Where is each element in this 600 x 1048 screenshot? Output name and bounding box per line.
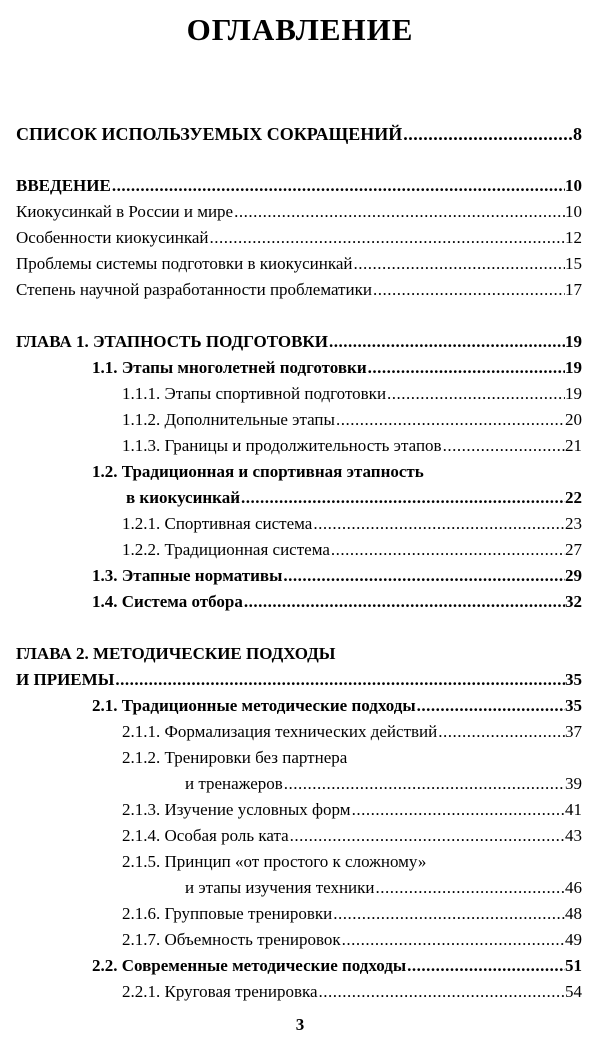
toc-entry-text: 2.2. Современные методические подходы: [92, 956, 407, 975]
toc-entry-text: ВВЕДЕНИЕ: [16, 176, 111, 195]
leader-dots: [442, 433, 565, 459]
toc-page-number: 20: [565, 410, 582, 429]
toc-entry-introduction: [16, 173, 582, 199]
toc-entry-text: 2.1.5. Принцип «от простого к сложному»: [122, 852, 427, 871]
toc-entry-text: Степень научной разработанности проблематики: [16, 280, 372, 299]
leader-dots: [437, 719, 565, 745]
toc-subsection: [16, 511, 582, 537]
toc-subsection: [16, 823, 582, 849]
toc-entry-text: 1.1.2. Дополнительные этапы: [122, 410, 335, 429]
leader-dots: [240, 485, 565, 511]
toc-entry-text: 1.2.2. Традиционная система: [122, 540, 330, 559]
toc-page-number: 54: [565, 982, 582, 1001]
toc-page-number: 10: [565, 176, 582, 195]
leader-dots: [209, 225, 566, 251]
toc-page-number: 32: [565, 592, 582, 611]
toc-entry-text-continuation: И ПРИЕМЫ: [16, 670, 115, 689]
toc-entry-text: СПИСОК ИСПОЛЬЗУЕМЫХ СОКРАЩЕНИЙ: [16, 124, 403, 144]
toc-subsection: [16, 407, 582, 433]
leader-dots: [341, 927, 565, 953]
toc-entry-text: 2.1.4. Особая роль ката: [122, 826, 289, 845]
leader-dots: [233, 199, 565, 225]
toc-page-number: 35: [565, 670, 582, 689]
toc-page-number: 29: [565, 566, 582, 585]
toc-page-number: 49: [565, 930, 582, 949]
leader-dots: [402, 121, 573, 147]
toc-page-number: 43: [565, 826, 582, 845]
leader-dots: [372, 277, 565, 303]
toc-entry-abbreviations: [16, 121, 582, 147]
toc-page-number: 15: [565, 254, 582, 273]
toc-entry-text: ГЛАВА 2. МЕТОДИЧЕСКИЕ ПОДХОДЫ: [16, 644, 336, 663]
toc-section: [16, 459, 582, 485]
toc-entry-text: 1.2. Традиционная и спортивная этапность: [92, 462, 424, 481]
toc-section: [16, 589, 582, 615]
toc-chapter-continuation: [16, 667, 582, 693]
toc-chapter-2: [16, 641, 582, 667]
toc-page-number: 23: [565, 514, 582, 533]
toc-entry-text: 1.1.1. Этапы спортивной подготовки: [122, 384, 387, 403]
toc-entry: [16, 225, 582, 251]
leader-dots: [386, 381, 565, 407]
toc-page-number: 19: [565, 384, 582, 403]
toc-entry: [16, 277, 582, 303]
leader-dots: [406, 953, 565, 979]
toc-entry-text: 1.1. Этапы многолетней подготовки: [92, 358, 367, 377]
toc-page-number: 19: [565, 358, 582, 377]
toc-entry-text: 1.1.3. Границы и продолжительность этапов: [122, 436, 442, 455]
toc-section: [16, 953, 582, 979]
leader-dots: [328, 329, 565, 355]
toc-entry: [16, 251, 582, 277]
toc-entry-text-continuation: и тренажеров: [185, 774, 283, 793]
toc-page-number: 22: [565, 488, 582, 507]
toc-entry: [16, 199, 582, 225]
leader-dots: [318, 979, 565, 1005]
toc-entry-text: 2.1.3. Изучение условных форм: [122, 800, 351, 819]
leader-dots: [282, 563, 565, 589]
toc-entry-text: Киокусинкай в России и мире: [16, 202, 234, 221]
toc-subsection: [16, 745, 582, 771]
leader-dots: [353, 251, 565, 277]
toc-section: [16, 693, 582, 719]
toc-entry-text: 2.1. Традиционные методические подходы: [92, 696, 416, 715]
toc-page-number: 10: [565, 202, 582, 221]
toc-page-number: 41: [565, 800, 582, 819]
toc-entry-text-continuation: в киокусинкай: [126, 488, 241, 507]
leader-dots: [312, 511, 565, 537]
toc-subsection: [16, 797, 582, 823]
leader-dots: [416, 693, 565, 719]
leader-dots: [289, 823, 565, 849]
toc-entry-text: 1.3. Этапные нормативы: [92, 566, 283, 585]
toc-entry-text: Особенности киокусинкай: [16, 228, 209, 247]
toc-entry-text: 2.2.1. Круговая тренировка: [122, 982, 318, 1001]
toc-section: [16, 355, 582, 381]
toc-page-number: 48: [565, 904, 582, 923]
leader-dots: [332, 901, 565, 927]
toc-entry-text: 2.1.1. Формализация технических действий: [122, 722, 438, 741]
leader-dots: [330, 537, 565, 563]
leader-dots: [243, 589, 565, 615]
toc-page-number: 37: [565, 722, 582, 741]
toc-subsection: [16, 927, 582, 953]
toc-entry-text: 2.1.7. Объемность тренировок: [122, 930, 341, 949]
toc-page-number: 8: [573, 124, 582, 144]
leader-dots: [351, 797, 565, 823]
toc-subsection: [16, 901, 582, 927]
toc-entry-text: 2.1.2. Тренировки без партнера: [122, 748, 348, 767]
toc-page-number: 21: [565, 436, 582, 455]
toc-page-number: 12: [565, 228, 582, 247]
toc-entry-text-continuation: и этапы изучения техники: [185, 878, 375, 897]
toc-entry-text: ГЛАВА 1. ЭТАПНОСТЬ ПОДГОТОВКИ: [16, 332, 328, 351]
toc-entry-text: 2.1.6. Групповые тренировки: [122, 904, 333, 923]
page-title: ОГЛАВЛЕНИЕ: [186, 12, 414, 47]
toc-section: [16, 563, 582, 589]
toc-subsection: [16, 849, 582, 875]
toc-page-number: 51: [565, 956, 582, 975]
toc-page-number: 46: [565, 878, 582, 897]
toc-subsection: [16, 979, 582, 1005]
toc-subsection: [16, 537, 582, 563]
toc-entry-text: 1.2.1. Спортивная система: [122, 514, 313, 533]
toc-subsection: [16, 719, 582, 745]
toc-subsection: [16, 433, 582, 459]
toc-page-number: 19: [565, 332, 582, 351]
toc-page-number: 35: [565, 696, 582, 715]
leader-dots: [367, 355, 565, 381]
toc-page-number: 27: [565, 540, 582, 559]
toc-section-continuation: [16, 485, 582, 511]
toc-entry-text: 1.4. Система отбора: [92, 592, 243, 611]
leader-dots: [111, 173, 565, 199]
leader-dots: [283, 771, 565, 797]
page-number: 3: [295, 1015, 305, 1034]
table-of-contents: [16, 121, 582, 1005]
toc-entry-text: Проблемы системы подготовки в киокусинкай: [16, 254, 353, 273]
leader-dots: [114, 667, 565, 693]
toc-page-number: 17: [565, 280, 582, 299]
toc-subsection: [16, 381, 582, 407]
leader-dots: [335, 407, 565, 433]
spacer: [16, 615, 582, 641]
spacer: [16, 147, 582, 173]
toc-chapter-1: [16, 329, 582, 355]
toc-subsection-continuation: [16, 875, 582, 901]
toc-page-number: 39: [565, 774, 582, 793]
leader-dots: [375, 875, 566, 901]
toc-subsection-continuation: [16, 771, 582, 797]
spacer: [16, 303, 582, 329]
